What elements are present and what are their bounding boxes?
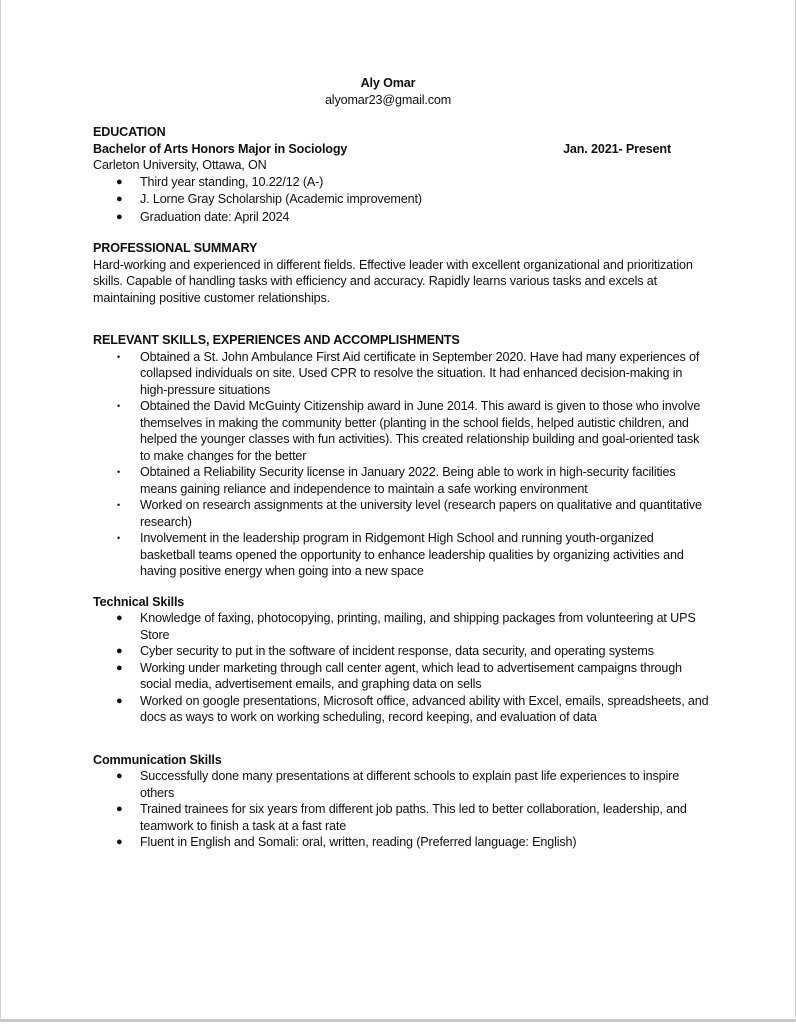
list-item bbox=[93, 464, 709, 497]
bullet-icon: ● bbox=[116, 694, 123, 707]
list-item bbox=[93, 398, 709, 464]
degree-dates: Jan. 2021- Present bbox=[563, 141, 671, 156]
list-item-text: Obtained a St. John Ambulance First Aid certificate in September 2020. Have had many experiences of collapsed individuals on site. Used CPR to resolve the situation. It had enhanced decision-making in high-pressure situations bbox=[140, 349, 700, 397]
list-item-text: Successfully done many presentations at different schools to explain past life experiences to inspire others bbox=[140, 769, 680, 800]
education-heading: EDUCATION bbox=[93, 125, 166, 139]
list-item bbox=[93, 610, 709, 643]
list-item bbox=[93, 693, 709, 726]
relevant-list bbox=[93, 349, 709, 580]
list-item-text: Involvement in the leadership program in Ridgemont High School and running youth-organized basketball teams opened the opportunity to enhance leadership qualities by organizing activities and having positive energy when going into a new space bbox=[140, 531, 684, 578]
spacer bbox=[93, 306, 709, 332]
list-item-text: Trained trainees for six years from different job paths. This led to better collaboration, leadership, and teamwork to finish a task at a fast rate bbox=[140, 802, 687, 833]
list-item-text: Worked on research assignments at the university level (research papers on qualitative and quantitative research) bbox=[140, 498, 702, 529]
education-list bbox=[93, 174, 709, 227]
list-item-text: Fluent in English and Somali: oral, written, reading (Preferred language: English) bbox=[140, 835, 577, 849]
list-item bbox=[93, 768, 709, 801]
bullet-icon: • bbox=[117, 533, 121, 543]
education-degree-row bbox=[93, 141, 671, 158]
list-item-text: Working under marketing through call center agent, which lead to advertisement campaigns through social media, advertisement emails, and graphing data on sells bbox=[140, 660, 682, 691]
bullet-icon: ● bbox=[116, 175, 123, 188]
list-item-text: Third year standing, 10.22/12 (A-) bbox=[140, 174, 324, 189]
summary-text: Hard-working and experienced in different fields. Effective leader with excellent organizational and prioritization skills. Capable of handling tasks with efficiency and accuracy. Rapidly learns various tasks and excels at maintaining positive customer relationships. bbox=[93, 257, 693, 305]
spacer bbox=[93, 580, 709, 594]
bullet-icon: • bbox=[117, 467, 121, 477]
list-item-text: J. Lorne Gray Scholarship (Academic improvement) bbox=[140, 192, 422, 206]
communication-list bbox=[93, 768, 709, 851]
technical-list bbox=[93, 610, 709, 726]
spacer bbox=[93, 726, 709, 752]
bullet-icon: ● bbox=[116, 770, 123, 782]
bullet-icon: • bbox=[117, 351, 121, 362]
degree-title: Bachelor of Arts Honors Major in Sociology bbox=[93, 141, 348, 156]
bullet-icon: ● bbox=[116, 836, 123, 848]
bullet-icon: ● bbox=[116, 612, 123, 624]
list-item bbox=[93, 497, 709, 530]
list-item-text: Graduation date: April 2024 bbox=[140, 209, 290, 224]
relevant-heading: RELEVANT SKILLS, EXPERIENCES AND ACCOMPLISHMENTS bbox=[93, 333, 460, 347]
list-item-text: Knowledge of faxing, photocopying, printing, mailing, and shipping packages from volunteering at UPS Store bbox=[140, 611, 696, 642]
communication-heading: Communication Skills bbox=[93, 752, 222, 767]
bullet-icon: ● bbox=[116, 645, 123, 657]
list-item bbox=[93, 643, 709, 660]
summary-heading: PROFESSIONAL SUMMARY bbox=[93, 241, 258, 255]
bullet-icon: ● bbox=[116, 210, 123, 223]
list-item bbox=[93, 209, 709, 227]
list-item-text: Cyber security to put in the software of incident response, data security, and operating systems bbox=[140, 644, 654, 658]
bullet-icon: ● bbox=[116, 803, 123, 815]
list-item-text: Obtained the David McGuinty Citizenship award in June 2014. This award is given to those who involve themselves in making the community better (planting in the school fields, helped autistic children, and helped the younger classes with fun activities). This created relationship building and goal-oriented task to make changes for the better bbox=[140, 399, 701, 463]
bullet-icon: • bbox=[117, 500, 121, 510]
resume-header bbox=[93, 75, 683, 108]
list-item-text: Obtained a Reliability Security license in January 2022. Being able to work in high-security facilities means gaining reliance and independence to maintain a safe working environment bbox=[140, 465, 676, 496]
bullet-icon: • bbox=[117, 401, 121, 411]
list-item bbox=[93, 174, 709, 192]
list-item bbox=[93, 349, 709, 399]
list-item bbox=[93, 834, 709, 851]
bullet-icon: ● bbox=[116, 661, 123, 674]
bullet-icon: ● bbox=[116, 193, 123, 205]
school-name: Carleton University, Ottawa, ON bbox=[93, 158, 267, 172]
candidate-name: Aly Omar bbox=[360, 76, 416, 90]
list-item bbox=[93, 191, 709, 209]
list-item bbox=[93, 801, 709, 834]
spacer bbox=[93, 226, 709, 240]
spacer bbox=[93, 108, 709, 124]
list-item bbox=[93, 660, 709, 693]
list-item-text: Worked on google presentations, Microsoft office, advanced ability with Excel, emails, spreadsheets, and docs as ways to work on working scheduling, record keeping, and evaluation of data bbox=[140, 693, 709, 724]
technical-heading: Technical Skills bbox=[93, 594, 185, 609]
list-item bbox=[93, 530, 709, 580]
resume-content bbox=[93, 75, 709, 851]
candidate-email: alyomar23@gmail.com bbox=[324, 92, 452, 107]
